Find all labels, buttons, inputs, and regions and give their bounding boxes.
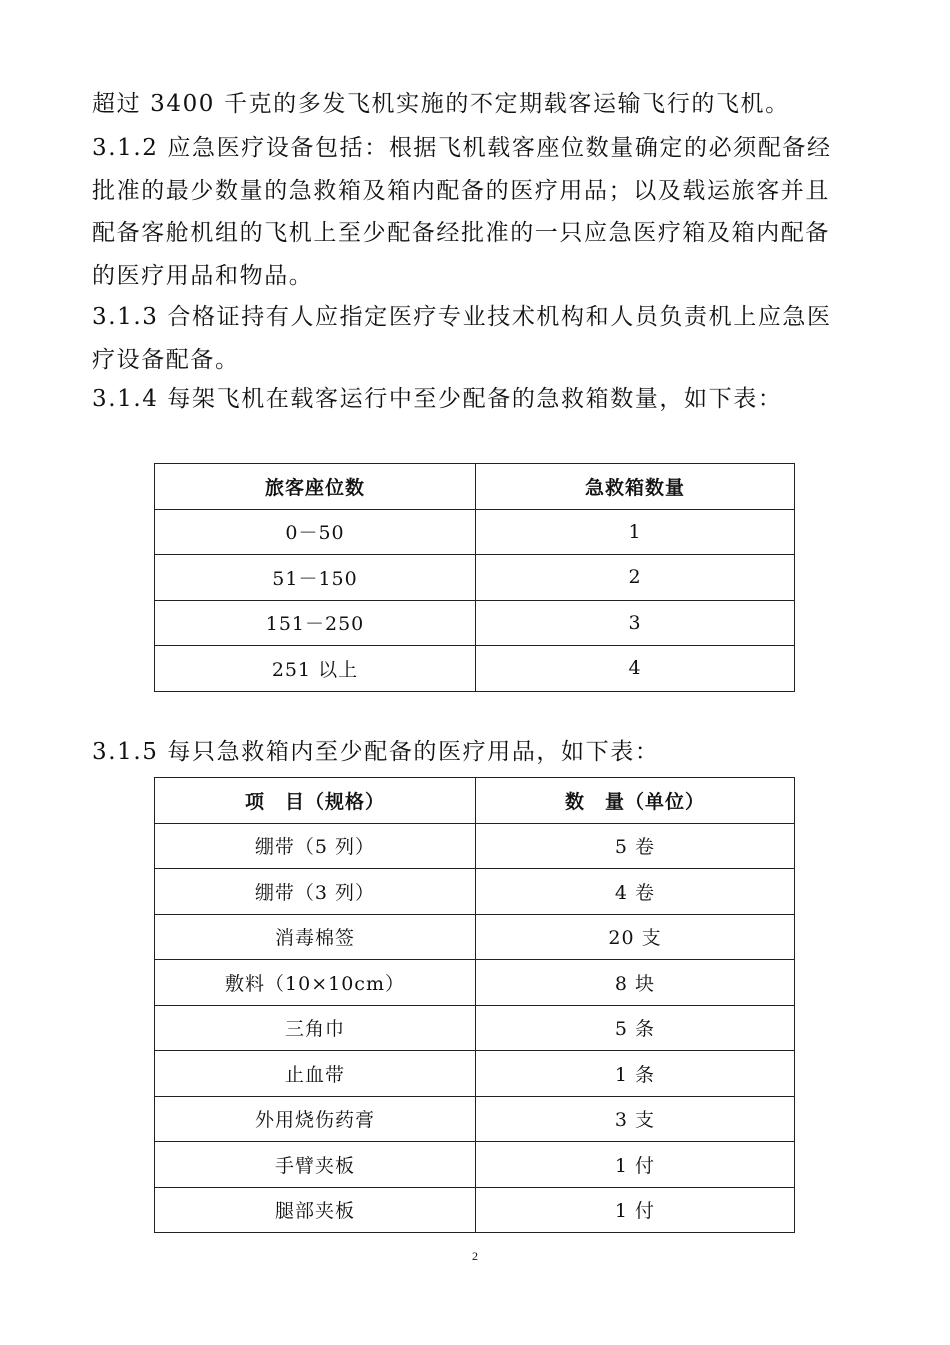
table-cell: 151－250 — [155, 600, 476, 646]
medical-supplies-table — [154, 777, 795, 1233]
table-row — [155, 509, 795, 555]
table-cell: 外用烧伤药膏 — [155, 1096, 476, 1142]
table-row — [155, 869, 795, 915]
column-header: 项 目（规格） — [155, 778, 476, 824]
table-cell: 2 — [476, 555, 795, 601]
table-cell: 止血带 — [155, 1051, 476, 1097]
table-row — [155, 1142, 795, 1188]
table-cell: 20 支 — [476, 914, 795, 960]
table-cell: 三角巾 — [155, 1005, 476, 1051]
table-cell: 3 支 — [476, 1096, 795, 1142]
table-cell: 消毒棉签 — [155, 914, 476, 960]
column-header: 数 量（单位） — [476, 778, 795, 824]
table-cell: 3 — [476, 600, 795, 646]
paragraph-3-1-4 — [92, 378, 862, 421]
paragraph-intro — [92, 83, 862, 126]
text-line: 3.1.3 合格证持有人应指定医疗专业技术机构和人员负责机上应急医 — [92, 304, 832, 330]
table-row — [155, 1005, 795, 1051]
table-cell: 5 卷 — [476, 823, 795, 869]
table-cell: 1 — [476, 509, 795, 555]
table-cell: 敷料（10×10cm） — [155, 960, 476, 1006]
table-row — [155, 646, 795, 692]
table-cell: 手臂夹板 — [155, 1142, 476, 1188]
table-row — [155, 555, 795, 601]
table-cell: 1 付 — [476, 1142, 795, 1188]
table-cell: 0－50 — [155, 509, 476, 555]
text-line: 的医疗用品和物品。 — [92, 262, 314, 289]
table-row — [155, 960, 795, 1006]
table-cell: 8 块 — [476, 960, 795, 1006]
table-cell: 1 条 — [476, 1051, 795, 1097]
text-line: 3.1.2 应急医疗设备包括：根据飞机载客座位数量确定的必须配备经 — [92, 135, 832, 161]
table-cell: 5 条 — [476, 1005, 795, 1051]
table-row — [155, 600, 795, 646]
text-line: 3.1.4 每架飞机在载客运行中至少配备的急救箱数量，如下表： — [92, 386, 783, 412]
table-header-row — [155, 778, 795, 824]
first-aid-kit-count-table — [154, 463, 795, 692]
text-line: 疗设备配备。 — [92, 346, 240, 373]
table-cell: 51－150 — [155, 555, 476, 601]
table-header-row — [155, 464, 795, 510]
text-line: 超过 3400 千克的多发飞机实施的不定期载客运输飞行的飞机。 — [92, 91, 790, 117]
paragraph-3-1-3 — [92, 296, 862, 381]
text-line: 3.1.5 每只急救箱内至少配备的医疗用品，如下表： — [92, 739, 660, 765]
paragraph-3-1-5 — [92, 731, 862, 774]
table-cell: 4 卷 — [476, 869, 795, 915]
page-number: 2 — [472, 1249, 478, 1263]
table-row — [155, 1096, 795, 1142]
table-row — [155, 914, 795, 960]
table-row — [155, 1051, 795, 1097]
text-line: 批准的最少数量的急救箱及箱内配备的医疗用品；以及载运旅客并且 — [92, 177, 830, 204]
table-cell: 251 以上 — [155, 646, 476, 692]
column-header: 旅客座位数 — [155, 464, 476, 510]
table-cell: 绷带（5 列） — [155, 823, 476, 869]
table-cell: 1 付 — [476, 1187, 795, 1233]
text-line: 配备客舱机组的飞机上至少配备经批准的一只应急医疗箱及箱内配备 — [92, 220, 830, 246]
column-header: 急救箱数量 — [476, 464, 795, 510]
table-cell: 4 — [476, 646, 795, 692]
table-cell: 腿部夹板 — [155, 1187, 476, 1233]
paragraph-3-1-2 — [92, 127, 862, 297]
table-row — [155, 1187, 795, 1233]
table-cell: 绷带（3 列） — [155, 869, 476, 915]
table-row — [155, 823, 795, 869]
